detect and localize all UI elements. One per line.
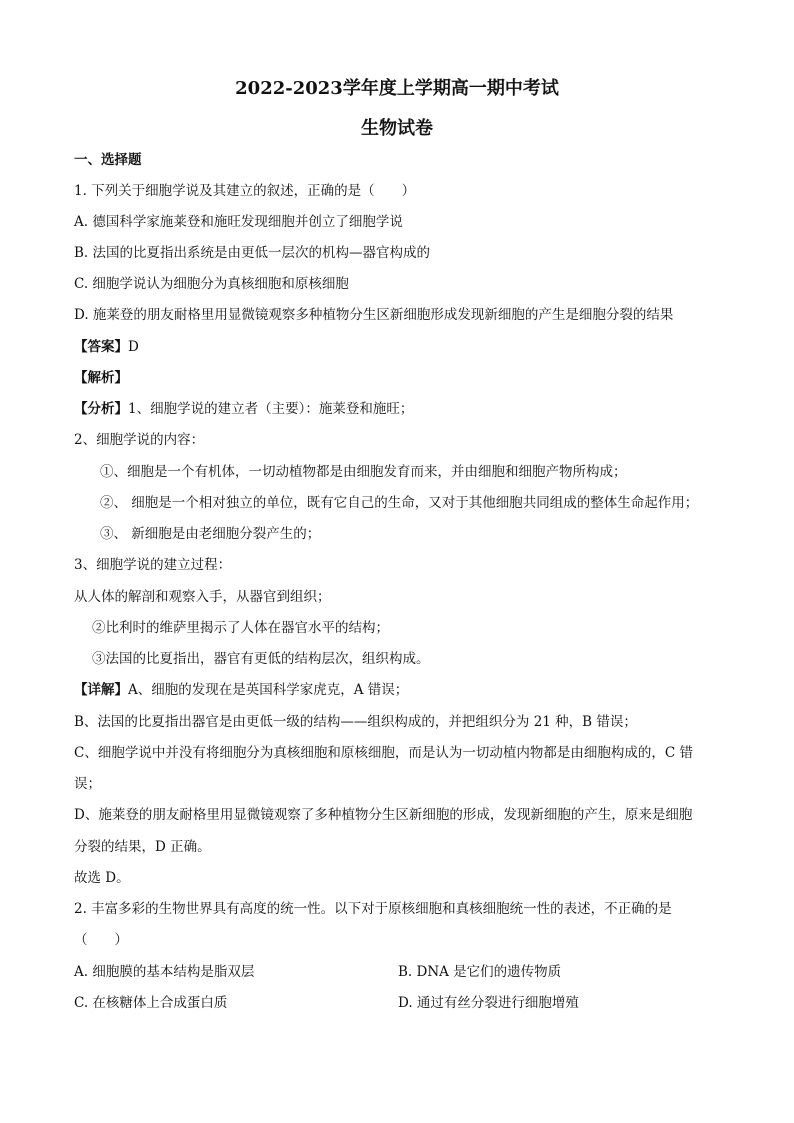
section-heading: 一、选择题 xyxy=(74,152,142,168)
detail-line-d2: 分裂的结果，D 正确。 xyxy=(74,839,211,855)
process-item-3: ③法国的比夏指出，器官有更低的结构层次，组织构成。 xyxy=(92,651,430,667)
analysis-tag: 【解析】 xyxy=(74,370,128,386)
q1-option-b: B. 法国的比夏指出系统是由更低一层次的机构—器官构成的 xyxy=(74,245,431,261)
q1-option-d: D. 施莱登的朋友耐格里用显微镜观察多种植物分生区新细胞形成发现新细胞的产生是细胞分裂的结果 xyxy=(74,307,674,323)
q1-stem: 1. 下列关于细胞学说及其建立的叙述，正确的是（ ） xyxy=(74,183,416,199)
q2-option-d: D. 通过有丝分裂进行细胞增殖 xyxy=(398,995,579,1011)
q2-option-b: B. DNA 是它们的遗传物质 xyxy=(398,964,562,980)
fenxi-tag: 【分析】 xyxy=(74,401,128,417)
content-item-1: ①、细胞是一个有机体，一切动植物都是由细胞发育而来，并由细胞和细胞产物所构成； xyxy=(100,464,627,480)
answer-value: D xyxy=(128,339,139,355)
answer-tag: 【答案】 xyxy=(74,339,128,355)
process-item-2: ②比利时的维萨里揭示了人体在器官水平的结构； xyxy=(92,620,389,636)
q2-stem: 2. 丰富多彩的生物世界具有高度的统一性。以下对于原核细胞和真核细胞统一性的表述，不正确的是 xyxy=(74,901,672,917)
detail-line-a xyxy=(74,681,408,699)
q2-stem-paren: （ ） xyxy=(74,932,128,948)
conclusion: 故选 D。 xyxy=(74,870,130,886)
process-item-1: 从人体的解剖和观察入手，从器官到组织； xyxy=(74,589,331,605)
detail-tag: 【详解】 xyxy=(74,682,128,698)
process-heading: 3、细胞学说的建立过程： xyxy=(74,557,232,573)
detail-line-b: B、法国的比夏指出器官是由更低一级的结构——组织构成的，并把组织分为 21 种，B 错误； xyxy=(74,714,637,730)
q1-option-c: C. 细胞学说认为细胞分为真核细胞和原核细胞 xyxy=(74,276,349,292)
exam-subtitle: 生物试卷 xyxy=(361,118,433,139)
content-item-2: ②、 细胞是一个相对独立的单位，既有它自己的生命，又对于其他细胞共同组成的整体生命起作用； xyxy=(100,495,699,511)
content-heading: 2、细胞学说的内容： xyxy=(74,432,205,448)
detail-line-d1: D、施莱登的朋友耐格里用显微镜观察了多种植物分生区新细胞的形成，发现新细胞的产生，原来是细胞 xyxy=(74,807,693,823)
q1-answer xyxy=(74,338,139,356)
fenxi-line xyxy=(74,400,413,418)
q1-option-a: A. 德国科学家施莱登和施旺发现细胞并创立了细胞学说 xyxy=(74,214,403,230)
fenxi-text: 1、细胞学说的建立者（主要）：施莱登和施旺； xyxy=(128,401,414,417)
detail-line-c1: C、细胞学说中并没有将细胞分为真核细胞和原核细胞，而是认为一切动植内物都是由细胞构成的，C 错 xyxy=(74,745,693,761)
detail-a-text: A、细胞的发现在是英国科学家虎克，A 错误； xyxy=(128,682,409,698)
q2-option-c: C. 在核糖体上合成蛋白质 xyxy=(74,995,228,1011)
q2-option-a: A. 细胞膜的基本结构是脂双层 xyxy=(74,964,255,980)
exam-title: 2022-2023学年度上学期高一期中考试 xyxy=(235,78,559,99)
content-item-3: ③、 新细胞是由老细胞分裂产生的； xyxy=(100,526,321,542)
detail-line-c2: 误； xyxy=(74,776,101,792)
